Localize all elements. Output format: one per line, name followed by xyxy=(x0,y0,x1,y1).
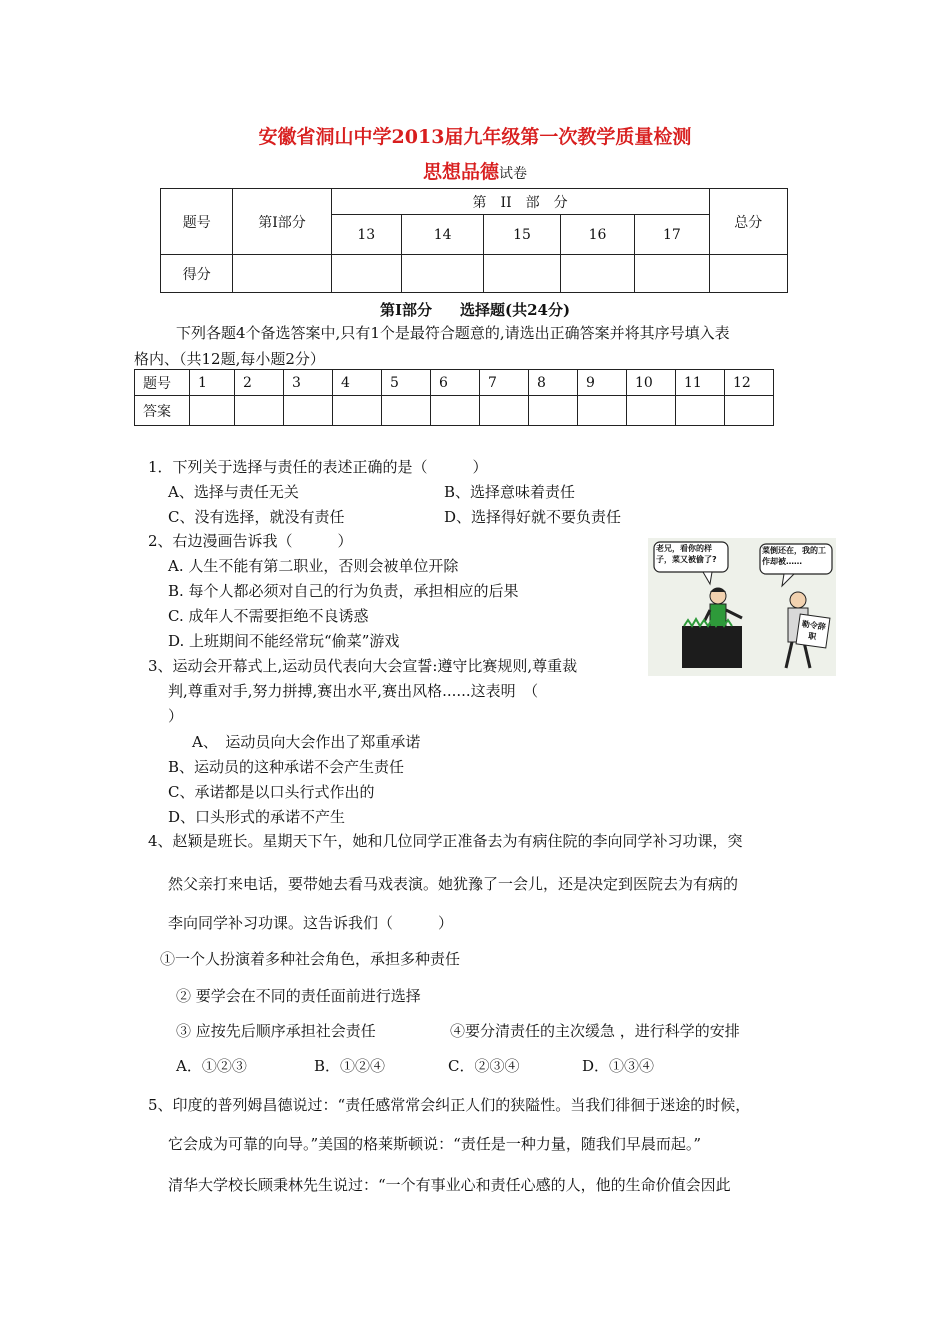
score-cell xyxy=(709,255,787,293)
q3-option-a: A、 运动员向大会作出了郑重承诺 xyxy=(192,733,421,751)
score-header-part1: 第Ⅰ部分 xyxy=(233,189,331,255)
q2-option-b: B. 每个人都必须对自己的行为负责，承担相应的后果 xyxy=(168,582,519,600)
q4-option-d: D．①③④ xyxy=(582,1057,655,1075)
answer-number: 1 xyxy=(190,370,235,396)
answer-cell xyxy=(529,396,578,426)
subject-suffix: 试卷 xyxy=(499,166,527,182)
score-cell xyxy=(233,255,331,293)
score-cell xyxy=(402,255,484,293)
cartoon-bubble-right: 菜倒还在，我的工作却被…… xyxy=(762,546,826,566)
q4-stem-line3: 李向同学补习功课。这告诉我们（ ） xyxy=(168,914,454,932)
q4-statement-4: ④要分清责任的主次缓急 ，进行科学的安排 xyxy=(450,1022,740,1040)
answer-cell xyxy=(190,396,235,426)
score-col-15: 15 xyxy=(484,215,560,255)
q5-line1: 5、印度的普列姆昌德说过：“责任感常常会纠正人们的狭隘性。当我们徘徊于迷途的时候， xyxy=(148,1096,751,1114)
score-header-tihao: 题号 xyxy=(161,189,233,255)
q4-statement-1: ①一个人扮演着多种社会角色，承担多种责任 xyxy=(160,950,461,968)
answer-number: 12 xyxy=(725,370,774,396)
q4-stem-line1: 4、赵颖是班长。星期天下午，她和几位同学正准备去为有病住院的李向同学补习功课，突 xyxy=(148,832,743,850)
score-table xyxy=(160,188,788,293)
score-col-13: 13 xyxy=(331,215,401,255)
section-heading xyxy=(0,299,950,320)
q2-stem: 2、右边漫画告诉我（ ） xyxy=(148,532,353,550)
answer-number: 5 xyxy=(382,370,431,396)
score-cell xyxy=(560,255,634,293)
q2-option-d: D. 上班期间不能经常玩“偷菜”游戏 xyxy=(168,632,400,650)
q1-option-a: A、选择与责任无关 xyxy=(168,483,299,501)
q2-option-c: C. 成年人不需要拒绝不良诱惑 xyxy=(168,607,369,625)
answer-row-label: 答案 xyxy=(135,396,190,426)
answer-number: 11 xyxy=(676,370,725,396)
q3-stem-line2: 判,尊重对手,努力拼搏,赛出水平,赛出风格......这表明 （ xyxy=(168,682,539,700)
section-part: 第Ⅰ部分 xyxy=(379,301,432,319)
answer-cell xyxy=(333,396,382,426)
answer-number: 10 xyxy=(627,370,676,396)
answer-number: 6 xyxy=(431,370,480,396)
answer-number: 3 xyxy=(284,370,333,396)
answer-number: 8 xyxy=(529,370,578,396)
score-col-16: 16 xyxy=(560,215,634,255)
score-col-17: 17 xyxy=(635,215,709,255)
answer-row-label: 题号 xyxy=(135,370,190,396)
subject-name: 思想品德 xyxy=(422,161,499,183)
answer-cell xyxy=(382,396,431,426)
exam-title: 安徽省洞山中学2013届九年级第一次教学质量检测 xyxy=(258,126,692,148)
score-cell xyxy=(635,255,709,293)
q3-stem-line3: ） xyxy=(168,707,184,725)
cartoon-illustration xyxy=(648,538,836,676)
q4-option-c: C．②③④ xyxy=(448,1057,520,1075)
q4-stem-line2: 然父亲打来电话，要带她去看马戏表演。她犹豫了一会儿，还是决定到医院去为有病的 xyxy=(168,875,739,893)
answer-cell xyxy=(284,396,333,426)
answer-number: 9 xyxy=(578,370,627,396)
score-cell xyxy=(331,255,401,293)
instructions-line1: 下列各题4个备选答案中,只有1个是最符合题意的,请选出正确答案并将其序号填入表 xyxy=(176,324,730,342)
answer-number: 7 xyxy=(480,370,529,396)
q1-option-b: B、选择意味着责任 xyxy=(444,483,576,501)
answer-number: 4 xyxy=(333,370,382,396)
q1-stem: 1．下列关于选择与责任的表述正确的是（ ） xyxy=(148,458,488,476)
score-cell xyxy=(484,255,560,293)
answer-number: 2 xyxy=(235,370,284,396)
answer-cell xyxy=(676,396,725,426)
score-col-14: 14 xyxy=(402,215,484,255)
answer-cell xyxy=(235,396,284,426)
score-header-part2: 第 II 部 分 xyxy=(331,189,709,215)
q4-statement-2: ② 要学会在不同的责任面前进行选择 xyxy=(176,987,421,1005)
q5-line2: 它会成为可靠的向导。”美国的格莱斯顿说：“责任是一种力量，随我们早晨而起。” xyxy=(168,1135,702,1153)
answer-cell xyxy=(578,396,627,426)
q3-option-b: B、运动员的这种承诺不会产生责任 xyxy=(168,758,405,776)
q3-option-c: C、承诺都是以口头行式作出的 xyxy=(168,783,375,801)
q4-option-b: B．①②④ xyxy=(314,1057,386,1075)
answer-cell xyxy=(480,396,529,426)
q5-line3: 清华大学校长顾秉林先生说过：“一个有事业心和责任心感的人，他的生命价值会因此 xyxy=(168,1176,731,1194)
cartoon-bubble-left: 老兄，看你的样子，菜又被偷了? xyxy=(656,544,717,564)
q3-stem-line1: 3、运动会开幕式上,运动员代表向大会宣誓:遵守比赛规则,尊重裁 xyxy=(148,657,578,675)
q1-option-c: C、没有选择，就没有责任 xyxy=(168,508,345,526)
instructions-line2: 格内、（共12题,每小题2分） xyxy=(134,350,325,368)
q4-statement-3: ③ 应按先后顺序承担社会责任 xyxy=(176,1022,376,1040)
exam-subtitle xyxy=(0,157,950,184)
section-title: 选择题(共24分) xyxy=(459,301,571,319)
answer-cell xyxy=(725,396,774,426)
q1-option-d: D、选择得好就不要负责任 xyxy=(444,508,622,526)
q2-option-a: A. 人生不能有第二职业，否则会被单位开除 xyxy=(168,557,459,575)
answer-table xyxy=(134,369,774,426)
cartoon-sign-text: 勒令辞职 xyxy=(801,619,827,642)
score-row-label: 得分 xyxy=(161,255,233,293)
q4-option-a: A．①②③ xyxy=(176,1057,247,1075)
q3-option-d: D、口头形式的承诺不产生 xyxy=(168,808,346,826)
answer-cell xyxy=(627,396,676,426)
answer-cell xyxy=(431,396,480,426)
score-header-total: 总分 xyxy=(709,189,787,255)
